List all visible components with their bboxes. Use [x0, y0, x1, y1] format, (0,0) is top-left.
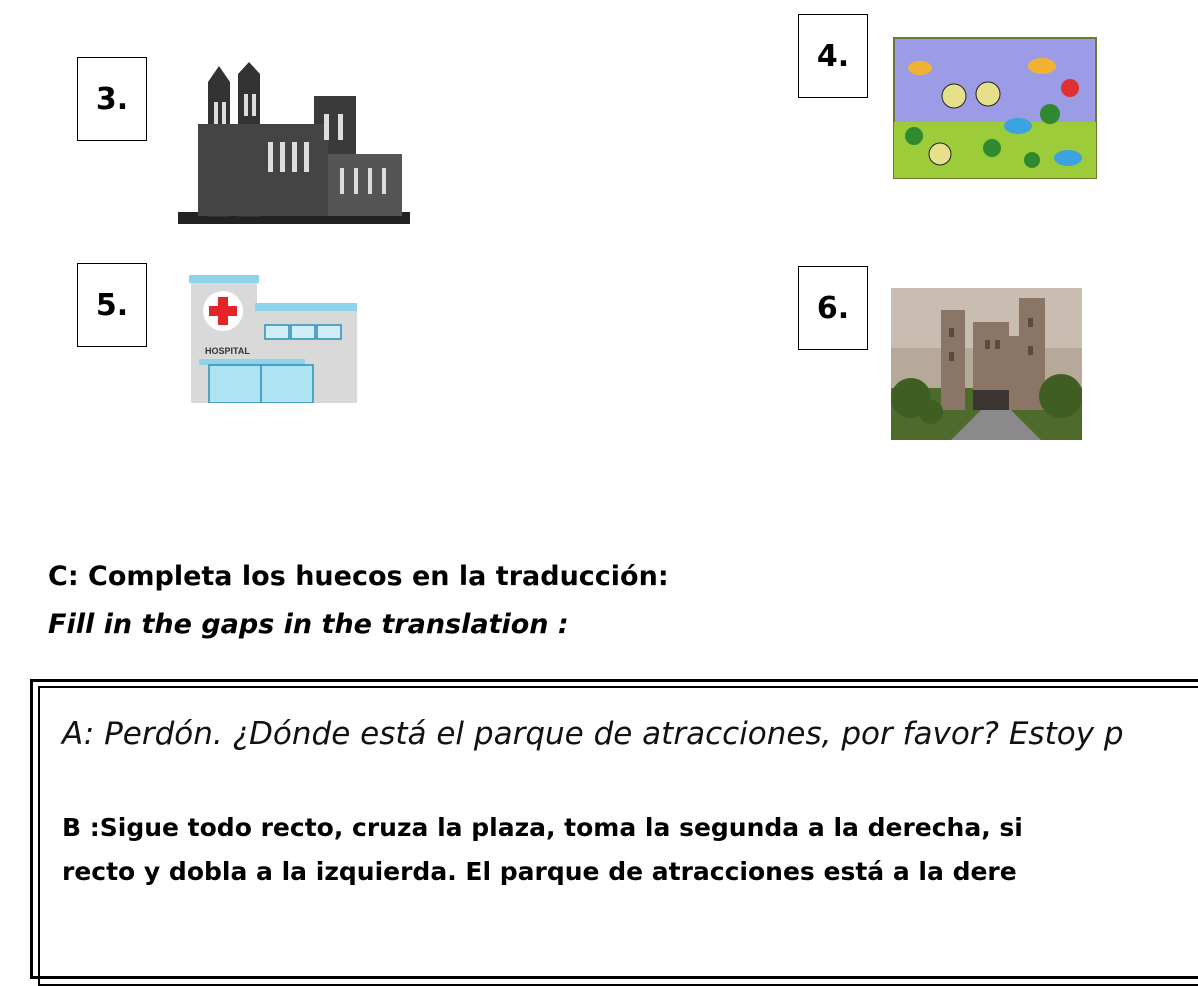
cathedral-icon	[178, 62, 410, 224]
aquarium-icon	[892, 36, 1098, 180]
dialogue-line-a: A: Perdón. ¿Dónde está el parque de atracciones, por favor? Estoy p	[62, 716, 1124, 752]
section-heading: C: Completa los huecos en la traducción:	[48, 561, 669, 592]
castle-icon	[891, 288, 1082, 440]
item-number-6: 6.	[798, 266, 868, 350]
dialogue-line-b-1: B :Sigue todo recto, cruza la plaza, toma la segunda a la derecha, si	[62, 813, 1023, 842]
item-number-5: 5.	[77, 263, 147, 347]
hospital-sign: HOSPITAL	[205, 346, 250, 356]
hospital-icon	[189, 275, 359, 403]
dialogue-line-b-2: recto y dobla a la izquierda. El parque de atracciones está a la dere	[62, 857, 1017, 886]
item-number-3: 3.	[77, 57, 147, 141]
item-number-4: 4.	[798, 14, 868, 98]
section-subheading: Fill in the gaps in the translation :	[48, 609, 569, 640]
